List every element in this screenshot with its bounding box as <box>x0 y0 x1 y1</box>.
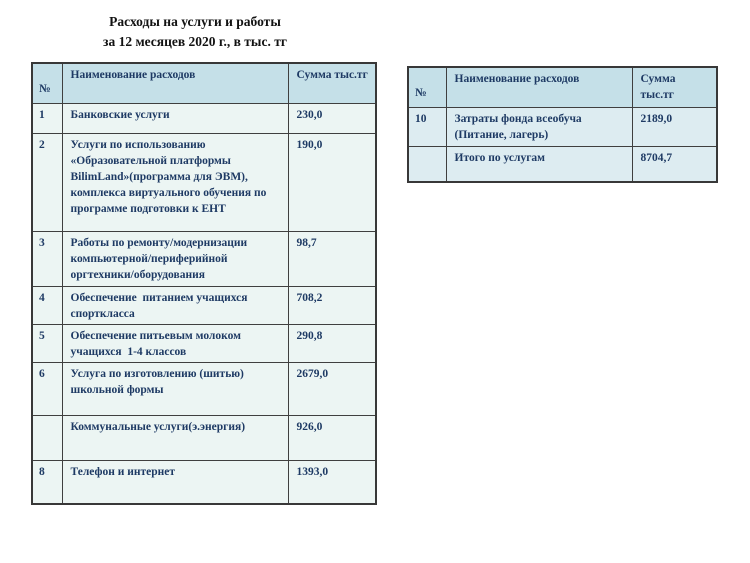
expense-name-cell: Услуга по изготовлению (шитью) школьной формы <box>62 362 288 415</box>
expense-sum-cell: 230,0 <box>288 103 376 133</box>
col-header-sum: Сумма тыс.тг <box>632 67 717 107</box>
row-number-cell <box>408 146 446 182</box>
expense-sum-cell: 190,0 <box>288 133 376 231</box>
expense-name-cell: Банковские услуги <box>62 103 288 133</box>
expense-name-cell: Коммунальные услуги(э.энергия) <box>62 415 288 460</box>
table-row <box>32 415 376 460</box>
expense-name-cell: Затраты фонда всеобуча (Питание, лагерь) <box>446 107 632 146</box>
col-header-no: № <box>32 63 62 103</box>
row-number-cell: 2 <box>32 133 62 231</box>
slide-title <box>60 12 330 51</box>
row-number-cell: 8 <box>32 460 62 504</box>
row-number-cell: 3 <box>32 231 62 286</box>
expenses-table-left <box>31 62 377 505</box>
expense-sum-cell: 290,8 <box>288 324 376 362</box>
expense-sum-cell: 98,7 <box>288 231 376 286</box>
table-row <box>408 146 717 182</box>
expense-sum-cell: 2189,0 <box>632 107 717 146</box>
expense-name-cell: Обеспечение питанием учащихся спорткласса <box>62 286 288 324</box>
row-number-cell: 4 <box>32 286 62 324</box>
expense-name-cell: Обеспечение питьевым молоком учащихся 1-4 классов <box>62 324 288 362</box>
expense-name-cell: Телефон и интернет <box>62 460 288 504</box>
col-header-no: № <box>408 67 446 107</box>
expense-sum-cell: 926,0 <box>288 415 376 460</box>
col-header-name: Наименование расходов <box>62 63 288 103</box>
table-header-row <box>408 67 717 107</box>
row-number-cell <box>32 415 62 460</box>
expense-sum-cell: 8704,7 <box>632 146 717 182</box>
col-header-name: Наименование расходов <box>446 67 632 107</box>
row-number-cell: 1 <box>32 103 62 133</box>
expense-sum-cell: 2679,0 <box>288 362 376 415</box>
slide-title-line-2: за 12 месяцев 2020 г., в тыс. тг <box>103 33 287 49</box>
col-header-sum: Сумма тыс.тг <box>288 63 376 103</box>
expenses-table-right <box>407 66 718 183</box>
table-row <box>32 362 376 415</box>
table-row <box>32 460 376 504</box>
table-header-row <box>32 63 376 103</box>
row-number-cell: 6 <box>32 362 62 415</box>
expense-name-cell: Услуги по использованию «Образовательной платформы BilimLand»(программа для ЭВМ), комплекса виртуального обучения по программе подготовки к ЕНТ <box>62 133 288 231</box>
table-row <box>32 133 376 231</box>
slide-title-line-1: Расходы на услуги и работы <box>109 14 281 29</box>
row-number-cell: 10 <box>408 107 446 146</box>
table-row <box>32 286 376 324</box>
expense-sum-cell: 1393,0 <box>288 460 376 504</box>
table-row <box>408 107 717 146</box>
expense-name-cell: Итого по услугам <box>446 146 632 182</box>
row-number-cell: 5 <box>32 324 62 362</box>
expense-sum-cell: 708,2 <box>288 286 376 324</box>
table-row <box>32 103 376 133</box>
expense-name-cell: Работы по ремонту/модернизации компьютерной/периферийной оргтехники/оборудования <box>62 231 288 286</box>
table-row <box>32 324 376 362</box>
table-row <box>32 231 376 286</box>
